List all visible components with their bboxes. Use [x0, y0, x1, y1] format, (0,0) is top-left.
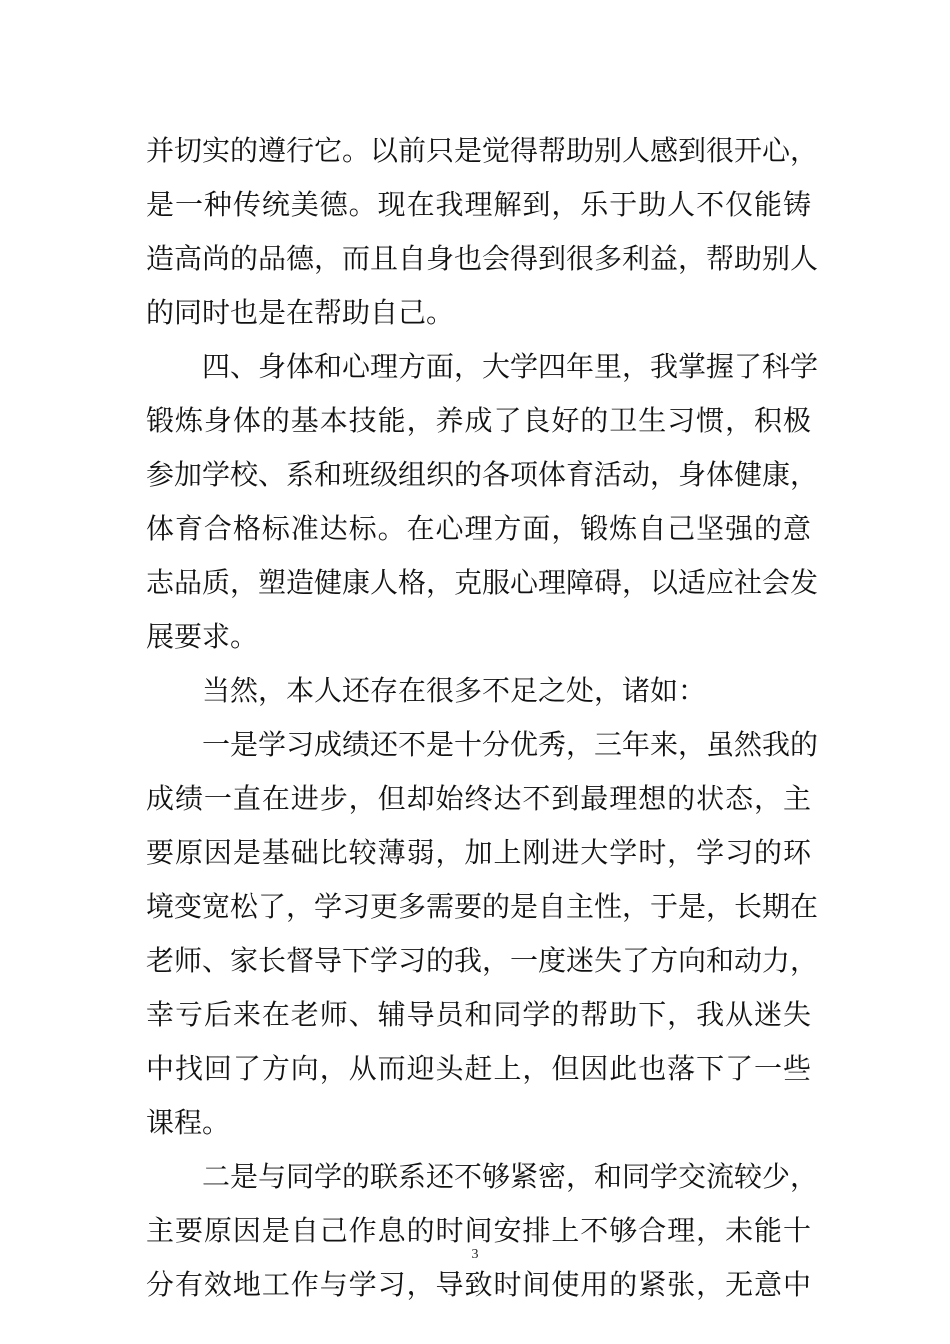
text-line: 是一种传统美德。现在我理解到，乐于助人不仅能铸: [146, 188, 811, 221]
text-line: 主要原因是自己作息的时间安排上不够合理，未能十: [146, 1214, 811, 1247]
text-line: 幸亏后来在老师、辅导员和同学的帮助下，我从迷失: [146, 998, 811, 1031]
text-line: 一是学习成绩还不是十分优秀，三年来，虽然我的: [202, 728, 819, 761]
text-line: 四、身体和心理方面，大学四年里，我掌握了科学: [202, 350, 819, 383]
text-line: 并切实的遵行它。以前只是觉得帮助别人感到很开心，: [146, 134, 819, 167]
text-line: 境变宽松了，学习更多需要的是自主性，于是，长期在: [146, 890, 819, 923]
text-line: 老师、家长督导下学习的我，一度迷失了方向和动力，: [146, 944, 819, 977]
text-line: 展要求。: [146, 620, 259, 653]
text-line: 分有效地工作与学习，导致时间使用的紧张，无意中: [146, 1268, 811, 1301]
text-line: 志品质，塑造健康人格，克服心理障碍，以适应社会发: [146, 566, 819, 599]
text-line: 当然，本人还存在很多不足之处，诸如：: [202, 674, 707, 707]
page-number: 3: [471, 1247, 479, 1262]
text-line: 课程。: [146, 1106, 231, 1139]
body-text: [146, 124, 819, 1312]
text-line: 中找回了方向，从而迎头赶上，但因此也落下了一些: [146, 1052, 811, 1085]
text-line: 体育合格标准达标。在心理方面，锻炼自己坚强的意: [146, 512, 811, 545]
text-line: 成绩一直在进步，但却始终达不到最理想的状态，主: [146, 782, 811, 815]
text-line: 要原因是基础比较薄弱，加上刚进大学时，学习的环: [146, 836, 811, 869]
text-line: 参加学校、系和班级组织的各项体育活动，身体健康，: [146, 458, 819, 491]
text-line: 的同时也是在帮助自己。: [146, 296, 455, 329]
text-line: 二是与同学的联系还不够紧密，和同学交流较少，: [202, 1160, 819, 1193]
text-line: 造高尚的品德，而且自身也会得到很多利益，帮助别人: [146, 242, 819, 275]
text-line: 锻炼身体的基本技能，养成了良好的卫生习惯，积极: [146, 404, 811, 437]
